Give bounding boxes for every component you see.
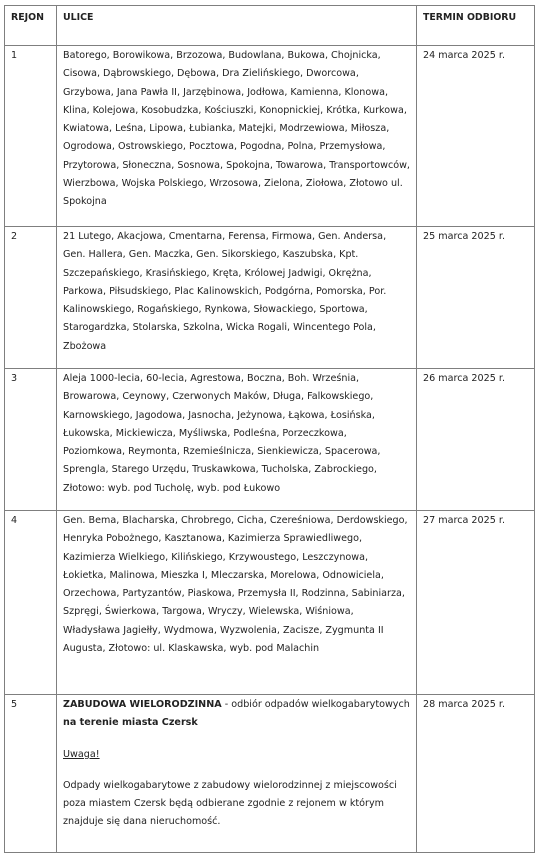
table-row xyxy=(5,227,535,369)
multifamily-description xyxy=(57,695,417,853)
region-number: 3 xyxy=(5,369,57,511)
table-row xyxy=(5,695,535,853)
collection-date: 25 marca 2025 r. xyxy=(417,227,535,369)
collection-date: 28 marca 2025 r. xyxy=(417,695,535,853)
region-number: 2 xyxy=(5,227,57,369)
note-text: Odpady wielkogabarytowe z zabudowy wielorodzinnej z miejscowości poza miastem Czersk będą odbierane zgodnie z rejonem w którym znajduje się dana nieruchomość. xyxy=(63,779,397,828)
region-number: 1 xyxy=(5,46,57,227)
table-header-row xyxy=(5,6,535,46)
collection-date: 27 marca 2025 r. xyxy=(417,511,535,695)
street-list: Gen. Bema, Blacharska, Chrobrego, Cicha, Czereśniowa, Derdowskiego, Henryka Pobożnego, Kasztanowa, Kazimierza Sprawiedliwego, Kazimierza Wielkiego, Kilińskiego, Krzywoustego, Leszczynowa, Łokietka, Malinowa, Mieszka I, Mleczarska, Morelowa, Odnowiciela, Orzechowa, Partyzantów, Piaskowa, Przemysła II, Rodzinna, Sabiniarza, Szpręgi, Świerkowa, Targowa, Wryczy, Wielewska, Wiśniowa, Władysława Jagiełły, Wydmowa, Wyzwolenia, Zacisze, Zygmunta II Augusta, Złotowo: ul. Klaskawska, wyb. pod Malachin xyxy=(57,511,417,695)
note-label: Uwaga! xyxy=(63,748,100,760)
table-row xyxy=(5,511,535,695)
multifamily-lead-text: - odbiór odpadów wielkogabarytowych xyxy=(221,699,410,710)
header-date: TERMIN ODBIORU xyxy=(417,6,535,46)
table-row xyxy=(5,46,535,227)
collection-schedule-table xyxy=(4,5,535,853)
multifamily-title: ZABUDOWA WIELORODZINNA xyxy=(63,699,222,710)
collection-date: 26 marca 2025 r. xyxy=(417,369,535,511)
table-row xyxy=(5,369,535,511)
street-list: Aleja 1000-lecia, 60-lecia, Agrestowa, Boczna, Boh. Września, Browarowa, Ceynowy, Czerwonych Maków, Długa, Falkowskiego, Karnowskiego, Jagodowa, Jasnocha, Jeżynowa, Łąkowa, Łosińska, Łukowska, Mickiewicza, Myśliwska, Podleśna, Porzeczkowa, Poziomkowa, Reymonta, Rzemieślnicza, Sienkiewicza, Spacerowa, Sprengla, Starego Urzędu, Truskawkowa, Tucholska, Zabrockiego, Złotowo: wyb. pod Tucholę, wyb. pod Łukowo xyxy=(57,369,417,511)
collection-date: 24 marca 2025 r. xyxy=(417,46,535,227)
region-number: 4 xyxy=(5,511,57,695)
header-region: REJON xyxy=(5,6,57,46)
region-number: 5 xyxy=(5,695,57,853)
header-streets: ULICE xyxy=(57,6,417,46)
street-list: Batorego, Borowikowa, Brzozowa, Budowlana, Bukowa, Chojnicka, Cisowa, Dąbrowskiego, Dębowa, Dra Zielińskiego, Dworcowa, Grzybowa, Jana Pawła II, Jarzębinowa, Jodłowa, Kamienna, Klonowa, Klina, Kolejowa, Kosobudzka, Kościuszki, Konopnickiej, Krótka, Kurkowa, Kwiatowa, Leśna, Lipowa, Łubianka, Matejki, Modrzewiowa, Miłosza, Ogrodowa, Ostrowskiego, Pocztowa, Pogodna, Polna, Przemysłowa, Przytorowa, Słoneczna, Sosnowa, Spokojna, Towarowa, Transportowców, Wierzbowa, Wojska Polskiego, Wrzosowa, Zielona, Ziołowa, Złotowo ul. Spokojna xyxy=(57,46,417,227)
multifamily-lead xyxy=(63,696,410,733)
street-list: 21 Lutego, Akacjowa, Cmentarna, Ferensa, Firmowa, Gen. Andersa, Gen. Hallera, Gen. Maczka, Gen. Sikorskiego, Kaszubska, Kpt. Szczepańskiego, Krasińskiego, Kręta, Królowej Jadwigi, Okrężna, Parkowa, Piłsudskiego, Plac Kalinowskich, Podgórna, Pomorska, Por. Kalinowskiego, Rogańskiego, Rynkowa, Słowackiego, Sportowa, Starogardzka, Stolarska, Szkolna, Wicka Rogali, Wincentego Pola, Zbożowa xyxy=(57,227,417,369)
multifamily-area: na terenie miasta Czersk xyxy=(63,717,198,729)
